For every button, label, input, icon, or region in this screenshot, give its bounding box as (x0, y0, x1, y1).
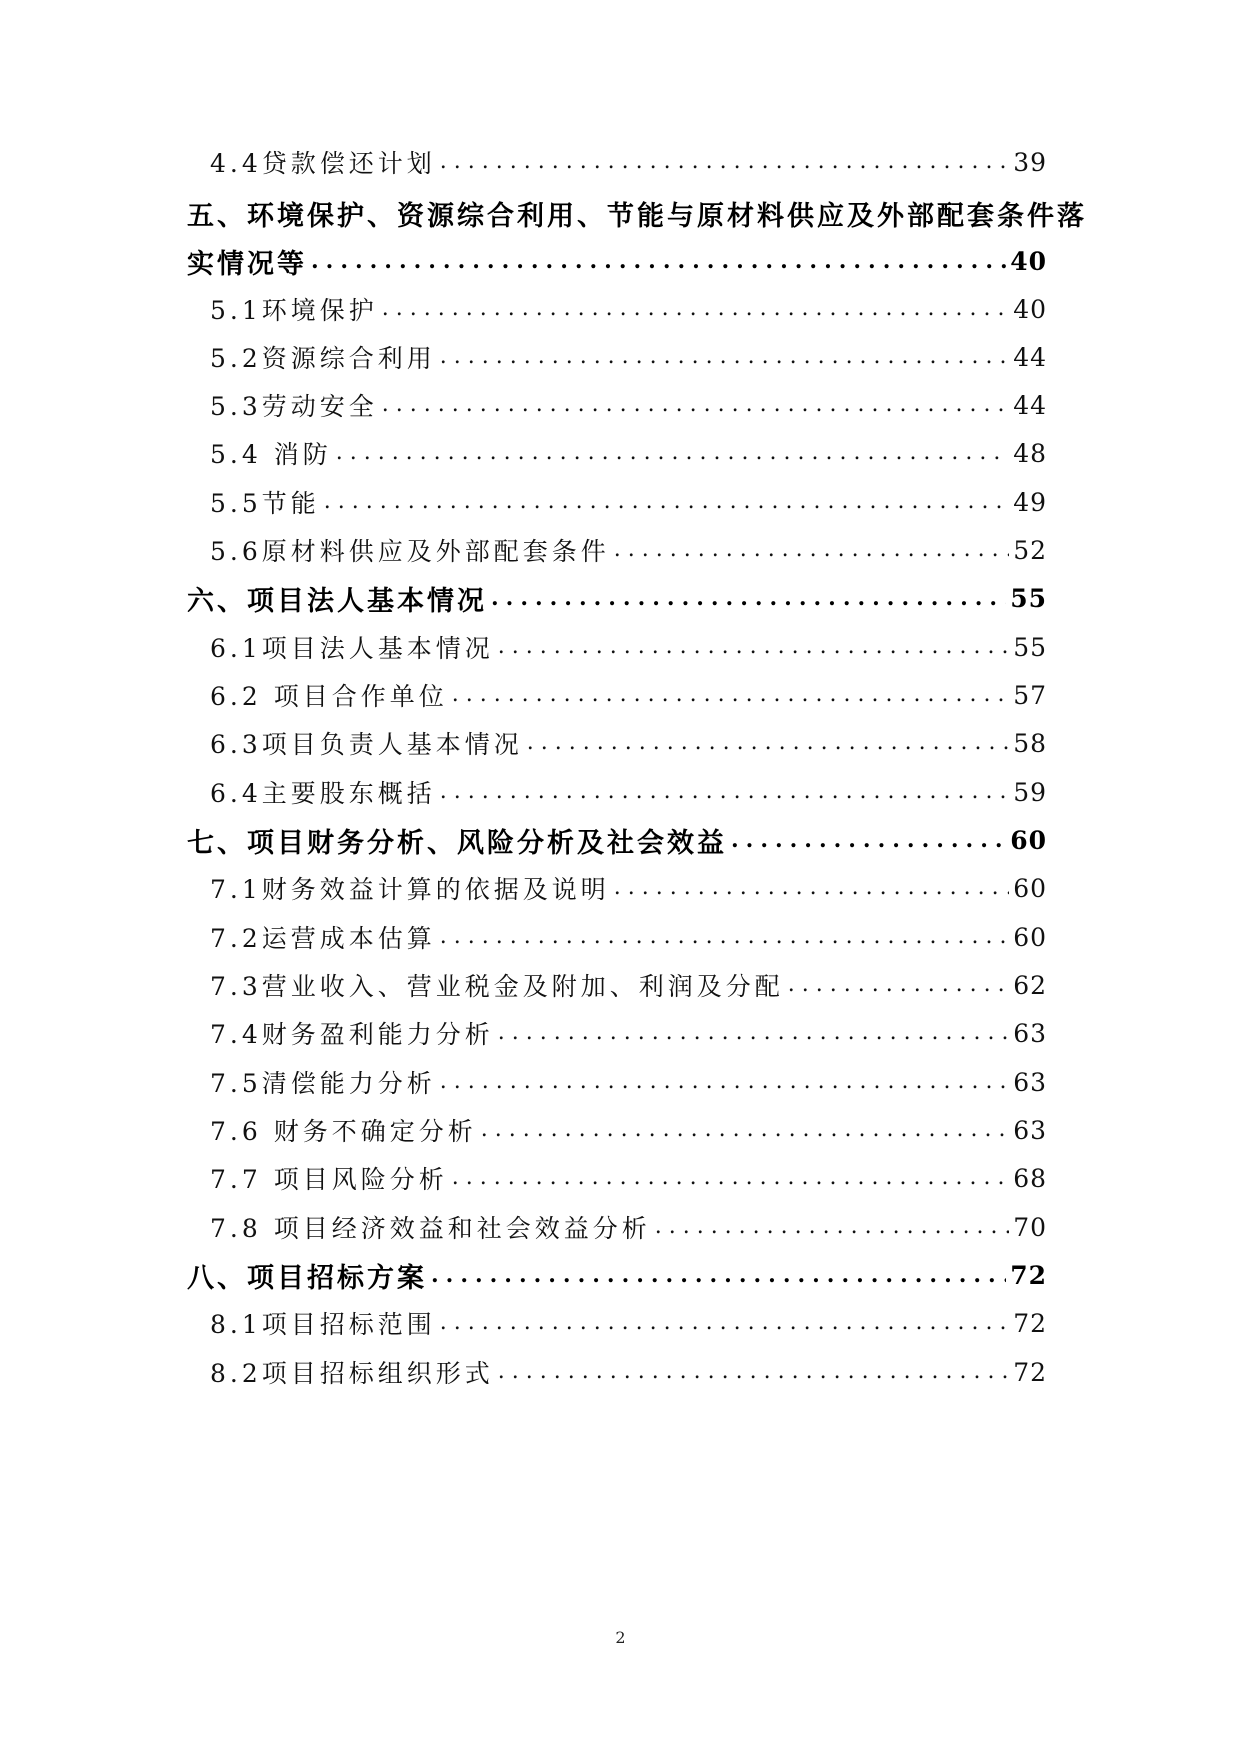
toc-dot-leader (440, 342, 1009, 372)
toc-entry-7-2[interactable] (210, 910, 1047, 964)
toc-chapter-title: 七、项目财务分析、风险分析及社会效益 (187, 827, 727, 859)
toc-entry-page: 57 (1013, 680, 1047, 710)
toc-entry-page: 72 (1013, 1308, 1047, 1338)
toc-entry-7-6[interactable] (210, 1103, 1047, 1157)
toc-entry-title: 4.4贷款偿还计划 (210, 149, 436, 178)
toc-entry-page: 40 (1013, 294, 1047, 324)
toc-entry-page: 72 (1013, 1357, 1047, 1387)
toc-entry-title: 6.4主要股东概括 (210, 779, 436, 808)
toc-entry-page: 63 (1013, 1067, 1047, 1097)
toc-chapter-8[interactable] (187, 1248, 1047, 1302)
toc-entry-page: 48 (1013, 438, 1047, 468)
toc-dot-leader (498, 1018, 1009, 1048)
toc-entry-7-5[interactable] (210, 1055, 1047, 1109)
toc-chapter-title-line1: 五、环境保护、资源综合利用、节能与原材料供应及外部配套条件落 (187, 200, 1087, 232)
toc-entry-page: 70 (1013, 1212, 1047, 1242)
toc-entry-5-4[interactable] (210, 426, 1047, 480)
toc-dot-leader (440, 1067, 1009, 1097)
toc-entry-title: 5.6原材料供应及外部配套条件 (210, 537, 610, 566)
toc-entry-5-2[interactable] (210, 330, 1047, 384)
toc-entry-7-1[interactable] (210, 861, 1047, 915)
toc-dot-leader (452, 1163, 1009, 1193)
toc-entry-title: 7.4财务盈利能力分析 (210, 1020, 494, 1049)
toc-entry-page: 59 (1013, 777, 1047, 807)
toc-entry-4-4[interactable] (210, 135, 1047, 189)
toc-entry-title: 6.2 项目合作单位 (210, 682, 448, 711)
toc-chapter-title: 八、项目招标方案 (187, 1262, 427, 1294)
toc-entry-title: 7.1财务效益计算的依据及说明 (210, 875, 610, 904)
toc-dot-leader (527, 728, 1009, 758)
toc-dot-leader (614, 873, 1009, 903)
toc-entry-title: 8.2项目招标组织形式 (210, 1359, 494, 1388)
toc-entry-title: 7.5清偿能力分析 (210, 1069, 436, 1098)
toc-entry-5-3[interactable] (210, 378, 1047, 432)
toc-dot-leader (440, 777, 1009, 807)
toc-entry-page: 63 (1013, 1018, 1047, 1048)
toc-dot-leader (440, 922, 1009, 952)
toc-entry-title: 7.8 项目经济效益和社会效益分析 (210, 1214, 651, 1243)
toc-entry-7-7[interactable] (210, 1151, 1047, 1205)
toc-dot-leader (382, 390, 1009, 420)
toc-entry-title: 5.4 消防 (210, 440, 332, 469)
toc-entry-title: 5.2资源综合利用 (210, 344, 436, 373)
toc-dot-leader (498, 1357, 1009, 1387)
toc-chapter-title: 实情况等 (187, 248, 307, 280)
toc-dot-leader (614, 535, 1009, 565)
toc-dot-leader (481, 1115, 1009, 1145)
toc-entry-7-4[interactable] (210, 1006, 1047, 1060)
toc-dot-leader (788, 970, 1009, 1000)
toc-dot-leader (324, 487, 1009, 517)
toc-entry-8-2[interactable] (210, 1345, 1047, 1399)
toc-entry-title: 8.1项目招标范围 (210, 1310, 436, 1339)
toc-entry-5-1[interactable] (210, 282, 1047, 336)
toc-chapter-page: 60 (1010, 825, 1047, 855)
toc-entry-title: 7.6 财务不确定分析 (210, 1117, 477, 1146)
toc-entry-6-3[interactable] (210, 716, 1047, 770)
toc-entry-8-1[interactable] (210, 1296, 1047, 1350)
toc-chapter-5[interactable] (187, 234, 1047, 288)
toc-entry-5-6[interactable] (210, 523, 1047, 577)
toc-entry-page: 55 (1013, 632, 1047, 662)
toc-entry-page: 68 (1013, 1163, 1047, 1193)
toc-entry-title: 5.5节能 (210, 489, 320, 518)
toc-entry-page: 58 (1013, 728, 1047, 758)
toc-entry-title: 5.1环境保护 (210, 296, 378, 325)
toc-entry-page: 60 (1013, 873, 1047, 903)
toc-dot-leader (311, 246, 1006, 276)
toc-entry-7-3[interactable] (210, 958, 1047, 1012)
toc-entry-5-5[interactable] (210, 475, 1047, 529)
toc-chapter-5-heading-line1[interactable] (187, 186, 1087, 240)
toc-chapter-page: 40 (1010, 246, 1047, 276)
toc-entry-title: 7.7 项目风险分析 (210, 1165, 448, 1194)
toc-entry-7-8[interactable] (210, 1200, 1047, 1254)
toc-entry-title: 7.2运营成本估算 (210, 924, 436, 953)
toc-entry-page: 39 (1013, 147, 1047, 177)
page-number: 2 (615, 1628, 626, 1647)
toc-dot-leader (452, 680, 1009, 710)
toc-dot-leader (382, 294, 1009, 324)
toc-entry-page: 60 (1013, 922, 1047, 952)
toc-entry-page: 62 (1013, 970, 1047, 1000)
toc-entry-6-4[interactable] (210, 765, 1047, 819)
toc-entry-title: 6.3项目负责人基本情况 (210, 730, 523, 759)
toc-entry-6-2[interactable] (210, 668, 1047, 722)
toc-chapter-title: 六、项目法人基本情况 (187, 585, 487, 617)
toc-entry-page: 44 (1013, 342, 1047, 372)
toc-chapter-page: 55 (1010, 583, 1047, 613)
toc-entry-title: 7.3营业收入、营业税金及附加、利润及分配 (210, 972, 784, 1001)
toc-entry-page: 52 (1013, 535, 1047, 565)
toc-entry-page: 44 (1013, 390, 1047, 420)
toc-dot-leader (731, 825, 1006, 855)
toc-dot-leader (491, 583, 1006, 613)
toc-dot-leader (336, 438, 1009, 468)
toc-entry-page: 63 (1013, 1115, 1047, 1145)
toc-chapter-page: 72 (1010, 1260, 1047, 1290)
toc-entry-title: 5.3劳动安全 (210, 392, 378, 421)
toc-dot-leader (498, 632, 1009, 662)
toc-chapter-7[interactable] (187, 813, 1047, 867)
toc-dot-leader (440, 1308, 1009, 1338)
toc-chapter-6[interactable] (187, 571, 1047, 625)
toc-dot-leader (440, 147, 1009, 177)
toc-entry-page: 49 (1013, 487, 1047, 517)
toc-dot-leader (431, 1260, 1006, 1290)
toc-entry-title: 6.1项目法人基本情况 (210, 634, 494, 663)
toc-entry-6-1[interactable] (210, 620, 1047, 674)
toc-dot-leader (655, 1212, 1009, 1242)
